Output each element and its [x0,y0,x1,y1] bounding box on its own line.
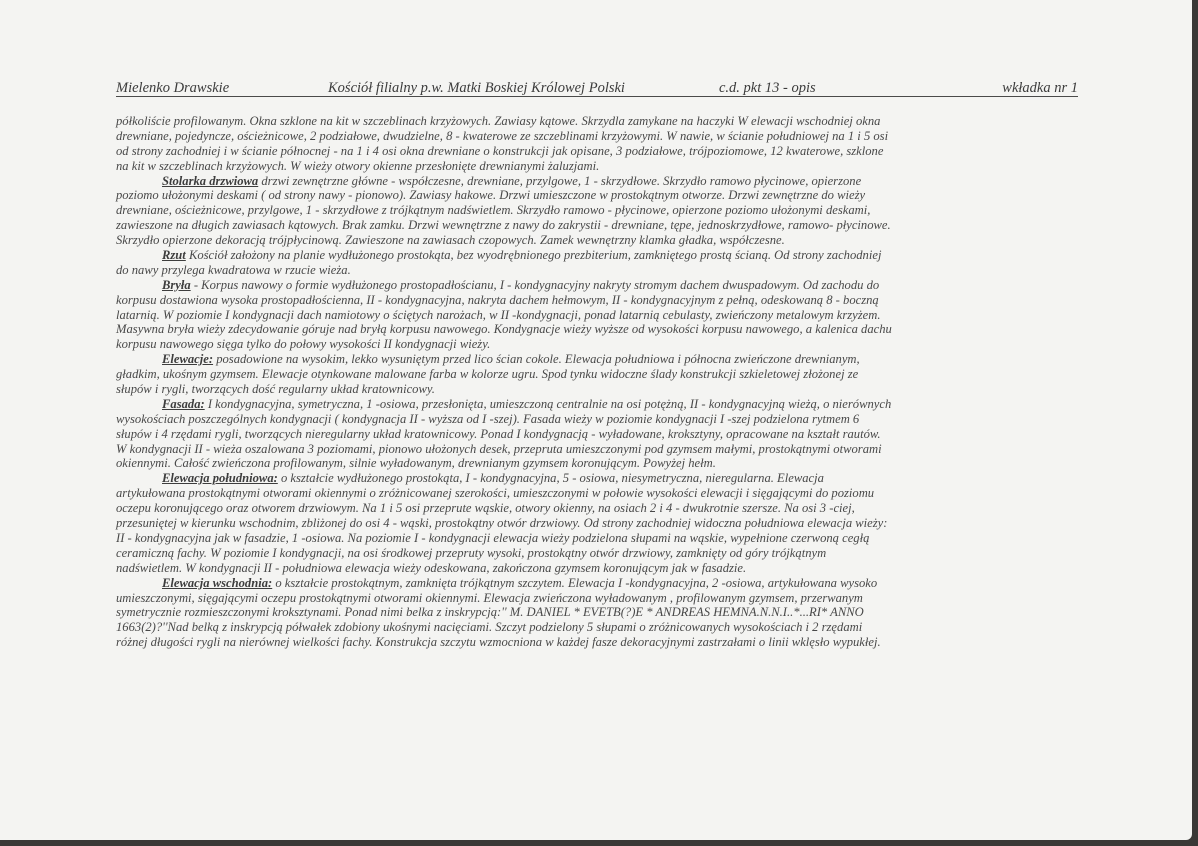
text-line: korpusu nawowego sięga tylko do połowy wysokości II kondygnacji wieży. [116,337,491,352]
text-line: poziomo ułożonymi deskami ( od strony nawy - pionowo). Zawiasy hakowe. Drzwi umieszczone w prostokątnym otworze. Drzwi zewnętrzne do wieży [116,188,866,203]
section-label: Elewacje: [162,352,214,367]
section-facade: Fasada: I kondygnacyjna, symetryczna, 1 -osiowa, przesłonięta, umieszczoną centralnie na osi potężną, II - kondygnacyjną wieżą, o nierównych [162,396,892,411]
text-line: artykułowana prostokątnymi otworami okiennymi o zróżnicowanej szerokości, umieszczonymi w połowie wysokości elewacji i sięgającymi do poziomu [116,486,875,501]
text-line: zawieszone na długich zawiasach kątowych. Brak zamku. Drzwi wewnętrzne z nawy do zakrystii - drewniane, tępe, jednoskrzydłowe, ramowo- płycinowe. [116,218,891,233]
section-door-joinery: Stolarka drzwiowa drzwi zewnętrzne główne - współczesne, drewniane, przylgowe, 1 - skrzydłowe. Skrzydło ramowo płycinowe, opierzone [162,173,862,188]
text-line: W kondygnacji II - wieża oszalowana 3 poziomami, pionowo ułożonych desek, przepruta umieszczonymi pod gzymsem małymi, prostokątnymi otworami [116,441,882,456]
header-insert-number: wkładka nr 1 [1002,80,1078,96]
text-line: wysokościach poszczególnych kondygnacji ( kondygnacja II - wyższa od I -szej). Fasada wieży w poziomie kondygnacji I -szej podzielona rytmem 6 [116,411,860,426]
section-label: Rzut [162,248,186,263]
header-title: Kościół filialny p.w. Matki Boskiej Królowej Polski [328,80,625,96]
text-line: słupów i rygli, tworzących dość regularny układ kratownicowy. [116,382,435,397]
text-line: ceramiczną fachy. W poziomie I kondygnacji, na osi środkowej przepruty wysoki, prostokątny otwór drzwiowy, zamknięty od góry trójkątnym [116,545,827,560]
text-line: nadświetlem. W kondygnacji II - południowa elewacja wieży odeskowana, zakończona gzymsem koronującym jak w fasadzie. [116,560,747,575]
text-line: latarnią. W poziomie I kondygnacji dach namiotowy o ściętych narożach, w II -kondygnacji, ponad latarnią cebulasty, zwieńczony metalowym krzyżem. [116,307,881,322]
text-line: na kit w szczeblinach krzyżowych. W wieży otwory okienne przesłonięte drewnianymi żaluzjami. [116,158,600,173]
section-east-elevation: Elewacja wschodnia: o kształcie prostokątnym, zamknięta trójkątnym szczytem. Elewacja I -kondygnacyjna, 2 -osiowa, artykułowana wysoko [162,575,878,590]
section-plan: Rzut Kościół założony na planie wydłużonego prostokąta, bez wyodrębnionego prezbiterium, zamkniętego prostą ścianą. Od strony zachodniej [162,248,882,263]
text-line: II - kondygnacyjna jak w fasadzie, 1 -osiowa. Na poziomie I - kondygnacji elewacja wieży podzielona słupami na wąskie, wypełnione czerwoną cegłą [116,530,870,545]
header-point: c.d. pkt 13 - opis [719,80,816,96]
header-rule [116,96,1078,97]
section-label: Stolarka drzwiowa [162,173,259,188]
document-body [116,114,1082,650]
text-line: słupów i 4 rzędami rygli, tworzących nieregularny układ kratownicowy. Ponad I kondygnacją - wyładowane, kroksztyny, opracowane na kształt rautów. [116,426,881,441]
text-line: Skrzydło opierzone dekoracją trójpłycinową. Zawieszone na zawiasach czopowych. Zamek wewnętrzny klamka gładka, współczesne. [116,233,785,248]
section-label: Elewacja wschodnia: [162,575,273,590]
text-line: oczepu koronującego oraz otworem drzwiowym. Na 1 i 5 osi przeprute wąskie, otwory okienny, na osiach 2 i 4 - dwukrotnie szersze. Na osi 3 -ciej, [116,501,855,516]
text-line: półkoliście profilowanym. Okna szklone na kit w szczeblinach krzyżowych. Zawiasy kątowe. Skrzydla zamykane na haczyki W elewacji wschodniej okna [116,114,881,128]
text-line: Masywna bryła wieży zdecydowanie góruje nad bryłą korpusu nawowego. Kondygnacje wieży wyższe od wysokości korpusu nawowego, a kalenica dachu [116,322,892,337]
section-label: Elewacja południowa: [162,471,278,486]
section-label: Bryła [162,277,191,292]
text-line: gładkim, ukośnym gzymsem. Elewacje otynkowane malowane farba w kolorze ugru. Spod tynku widoczne ślady konstrukcji szkieletowej złożonej ze [116,367,859,382]
text-line: do nawy przylega kwadratowa w rzucie wieża. [116,262,351,277]
header-place: Mielenko Drawskie [116,80,230,96]
text-line: umieszczonymi, sięgającymi oczepu prostokątnymi otworami okiennymi. Elewacja zwieńczona wyładowanym , profilowanym gzymsem, przerwanym [116,590,863,605]
section-elevations: Elewacje: posadowione na wysokim, lekko wysuniętym przed lico ścian cokole. Elewacja południowa i północna zwieńczone drewnianym, [162,352,860,367]
text-line: od strony zachodniej i w ścianie północnej - na 1 i 4 osi okna drewniane o konstrukcji jak opisane, 3 podziałowe, trójpoziomowe, 12 kwaterowe, szklone [116,143,884,158]
section-label: Fasada: [162,396,205,411]
text-line: drewniane, pojedyncze, ościeżnicowe, 2 podziałowe, dwudzielne, 8 - kwaterowe ze szczeblinami krzyżowymi. W nawie, w ścianie południowej na 1 i 5 osi [116,128,889,143]
text-line: różnej długości rygli na nierównej wielkości fachy. Konstrukcja szczytu wzmocniona w każdej fasze dekoracyjnymi zastrzałami o linii wklęsło wypukłej. [116,635,881,650]
text-line: 1663(2)?''Nad belką z inskrypcją półwałek zdobiony ukośnymi nacięciami. Szczyt podzielony 5 słupami o zróżnicowanych wysokościach i 2 rzędami [116,620,863,635]
text-line: korpusu dostawiona wysoka prostopadłościenna, II - kondygnacyjna, nakryta dachem hełmowym, II - kondygnacyjnym z pełną, odeskowaną 8 - boczną [116,292,879,307]
text-line: przesuniętej w kierunku wschodnim, zbliżonej do osi 4 - wąski, prostokątny otwór drzwiowy. Od strony zachodniej widoczna południowa elewacja wieży: [116,516,888,531]
section-south-elevation: Elewacja południowa: o kształcie wydłużonego prostokąta, I - kondygnacyjna, 5 - osiowa, niesymetryczna, nieregularna. Elewacja [162,471,824,486]
text-line: okiennymi. Całość zwieńczona profilowanym, silnie wyładowanym, drewnianym gzymsem koronującym. Powyżej hełm. [116,456,716,471]
text-line: symetrycznie rozmieszczonymi kroksztynami. Ponad nimi belka z inskrypcją:'' M. DANIEL * EVETB(?)E * ANDREAS HEMNA.N.N.I..*...RI* ANNO [116,605,864,620]
text-line: drewniane, ościeżnicowe, przylgowe, 1 - skrzydłowe z trójkątnym nadświetlem. Skrzydło ramowo - płycinowe, opierzone poziomo ułożonymi deskami, [116,203,871,218]
section-massing: Bryła - Korpus nawowy o formie wydłużonego prostopadłościanu, I - kondygnacyjny nakryty stromym dachem dwuspadowym. Od zachodu do [162,277,880,292]
